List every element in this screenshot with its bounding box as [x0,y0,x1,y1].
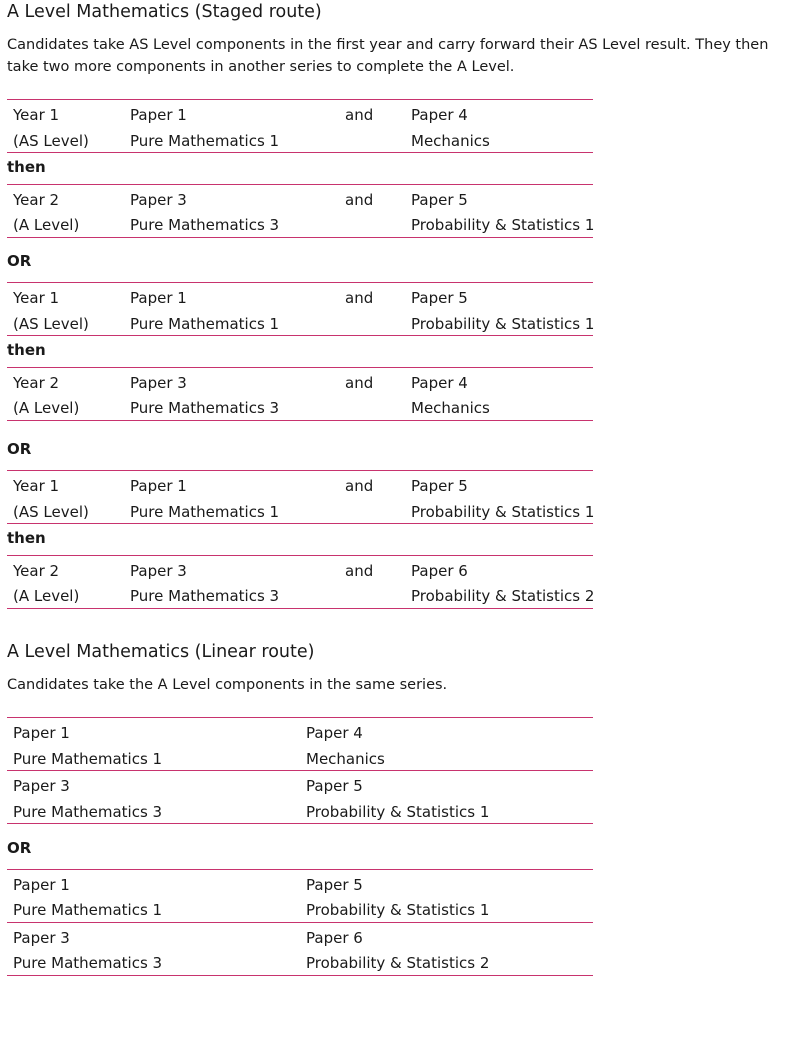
rule [7,335,593,336]
paper-number: Paper 3 [130,562,187,580]
paper-number: Paper 3 [130,374,187,392]
paper-name: Pure Mathematics 1 [130,132,280,150]
and-connector: and [345,191,374,209]
paper-name: Probability & Statistics 1 [306,803,490,821]
paper-number: Paper 5 [411,191,468,209]
rule [7,869,593,870]
and-connector: and [345,477,374,495]
staged-title: A Level Mathematics (Staged route) [7,2,322,22]
then-label: then [7,341,46,359]
staged-intro: Candidates take AS Level components in the first year and carry forward their AS Level result. They then take two more components in another series to complete the A Level. [7,37,769,75]
paper-number: Paper 5 [411,477,468,495]
paper-number: Paper 4 [306,724,363,742]
paper-number: Paper 3 [130,191,187,209]
rule [7,99,593,100]
paper-number: Paper 1 [130,289,187,307]
year-label: Year 2 [13,191,60,209]
linear-title: A Level Mathematics (Linear route) [7,642,315,662]
paper-name: Pure Mathematics 1 [130,503,280,521]
paper-number: Paper 1 [130,106,187,124]
rule [7,922,593,923]
level-label: (AS Level) [13,132,89,150]
paper-name: Pure Mathematics 1 [13,901,163,919]
rule [7,367,593,368]
and-connector: and [345,374,374,392]
rule [7,184,593,185]
rule [7,555,593,556]
rule [7,523,593,524]
paper-number: Paper 4 [411,374,468,392]
then-label: then [7,158,46,176]
year-label: Year 2 [13,374,60,392]
and-connector: and [345,106,374,124]
paper-name: Pure Mathematics 3 [130,587,280,605]
level-label: (A Level) [13,587,80,605]
year-label: Year 2 [13,562,60,580]
paper-number: Paper 4 [411,106,468,124]
paper-name: Probability & Statistics 1 [411,216,595,234]
level-label: (A Level) [13,216,80,234]
level-label: (AS Level) [13,315,89,333]
rule [7,717,593,718]
rule [7,823,593,824]
paper-name: Mechanics [411,132,490,150]
year-label: Year 1 [13,106,60,124]
paper-number: Paper 5 [306,777,363,795]
level-label: (A Level) [13,399,80,417]
paper-number: Paper 1 [13,876,70,894]
rule [7,152,593,153]
paper-number: Paper 1 [13,724,70,742]
paper-name: Pure Mathematics 3 [130,216,280,234]
paper-number: Paper 1 [130,477,187,495]
paper-name: Probability & Statistics 1 [411,503,595,521]
paper-number: Paper 6 [411,562,468,580]
paper-name: Pure Mathematics 1 [130,315,280,333]
then-label: then [7,529,46,547]
paper-number: Paper 3 [13,777,70,795]
paper-name: Mechanics [306,750,385,768]
paper-name: Pure Mathematics 3 [13,954,163,972]
paper-name: Probability & Statistics 2 [306,954,490,972]
rule [7,608,593,609]
paper-name: Pure Mathematics 3 [13,803,163,821]
year-label: Year 1 [13,477,60,495]
rule [7,770,593,771]
rule [7,470,593,471]
paper-name: Pure Mathematics 1 [13,750,163,768]
and-connector: and [345,562,374,580]
level-label: (AS Level) [13,503,89,521]
or-label: OR [7,839,32,857]
rule [7,237,593,238]
rule [7,282,593,283]
paper-name: Probability & Statistics 2 [411,587,595,605]
paper-number: Paper 5 [306,876,363,894]
or-label: OR [7,252,32,270]
year-label: Year 1 [13,289,60,307]
paper-number: Paper 6 [306,929,363,947]
paper-name: Probability & Statistics 1 [411,315,595,333]
linear-intro: Candidates take the A Level components in the same series. [7,677,448,693]
rule [7,420,593,421]
paper-name: Mechanics [411,399,490,417]
rule [7,975,593,976]
paper-number: Paper 3 [13,929,70,947]
or-label: OR [7,440,32,458]
paper-name: Pure Mathematics 3 [130,399,280,417]
and-connector: and [345,289,374,307]
paper-name: Probability & Statistics 1 [306,901,490,919]
paper-number: Paper 5 [411,289,468,307]
